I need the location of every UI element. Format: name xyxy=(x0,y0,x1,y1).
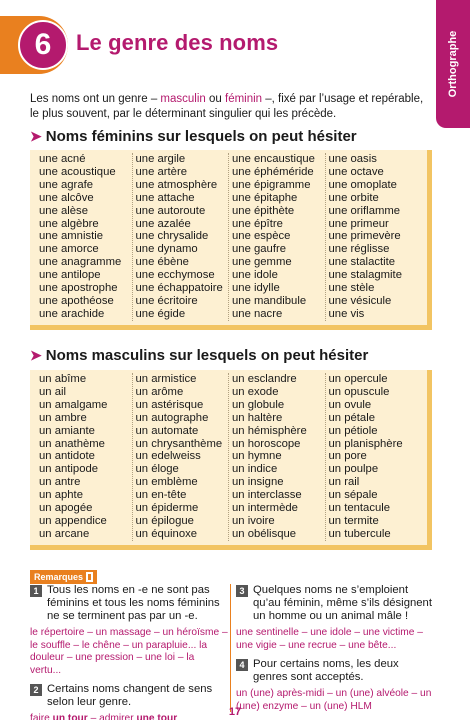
word-item: une mandibule xyxy=(232,294,307,307)
word-item: une épithète xyxy=(232,204,295,217)
feminine-word-box xyxy=(30,150,432,330)
word-item: une orbite xyxy=(328,191,379,204)
feminine-section-title: ➤ Noms féminins sur lesquels on peut hésiter xyxy=(30,128,357,145)
word-item: une dynamo xyxy=(135,243,198,256)
word-item: un opuscule xyxy=(328,385,390,398)
word-item: un obélisque xyxy=(232,527,297,540)
word-item: un automate xyxy=(135,424,199,437)
word-item: un apogée xyxy=(39,502,93,515)
word-item: une idylle xyxy=(232,282,280,295)
word-item: une épître xyxy=(232,217,283,230)
word-item: un pore xyxy=(328,450,367,463)
word-item: un intermède xyxy=(232,502,298,515)
word-item: une nacre xyxy=(232,307,283,320)
remarks-divider xyxy=(230,584,231,712)
word-item: une épigramme xyxy=(232,178,311,191)
remark-example: faire un tour – admirer une tour xyxy=(30,713,178,720)
word-item: une stalagmite xyxy=(328,269,402,282)
word-item: une idole xyxy=(232,269,278,282)
word-item: une atmosphère xyxy=(135,178,218,191)
remark-example: un (une) après-midi – un (une) alvéole – un (une) enzyme – un (une) HLM xyxy=(236,688,432,712)
word-item: une écritoire xyxy=(135,294,198,307)
word-item: un amiante xyxy=(39,424,95,437)
word-column xyxy=(229,153,326,321)
word-item: une espèce xyxy=(232,230,291,243)
word-item: une attache xyxy=(135,191,195,204)
word-item: un termite xyxy=(328,514,379,527)
word-column xyxy=(133,153,230,321)
side-tab-label: Orthographe xyxy=(447,30,459,98)
page-title: Le genre des noms xyxy=(76,30,279,55)
word-item: un indice xyxy=(232,463,278,476)
remark-item: 4 Pour certains noms, les deux genres sont acceptés. xyxy=(236,658,434,684)
word-item: un amalgame xyxy=(39,398,108,411)
word-item: un emblème xyxy=(135,476,198,489)
word-item: un exode xyxy=(232,385,279,398)
word-item: un horoscope xyxy=(232,437,301,450)
word-item: une autoroute xyxy=(135,204,206,217)
page-number: 17 xyxy=(228,706,242,718)
chapter-number: 6 xyxy=(18,20,68,70)
masculine-section-title: ➤ Noms masculins sur lesquels on peut hésiter xyxy=(30,347,369,364)
word-item: une oasis xyxy=(328,153,377,165)
word-item: une chrysalide xyxy=(135,230,209,243)
word-item: une ecchymose xyxy=(135,269,215,282)
word-item: un abîme xyxy=(39,373,87,385)
intro-paragraph: Les noms ont un genre – masculin ou féminin –, fixé par l’usage et repérable, le plus souvent, par le déterminant singulier qui les précède. xyxy=(30,93,424,120)
word-item: un antre xyxy=(39,476,81,489)
word-item: un haltère xyxy=(232,411,283,424)
word-item: un chrysanthème xyxy=(135,437,223,450)
word-column xyxy=(133,373,230,541)
word-item: une omoplate xyxy=(328,178,397,191)
word-item: un ivoire xyxy=(232,514,275,527)
side-tab[interactable] xyxy=(436,0,470,128)
word-item: une encaustique xyxy=(232,153,315,165)
word-item: une échappatoire xyxy=(135,282,223,295)
word-item: un arôme xyxy=(135,385,184,398)
word-item: une apostrophe xyxy=(39,282,118,295)
word-column xyxy=(326,373,422,541)
word-item: un tubercule xyxy=(328,527,391,540)
word-item: un arcane xyxy=(39,527,90,540)
arrow-right-icon: ➤ xyxy=(30,347,42,363)
word-item: une gemme xyxy=(232,256,292,269)
word-item: un tentacule xyxy=(328,502,391,515)
exclamation-icon xyxy=(86,572,93,582)
word-item: une éphéméride xyxy=(232,165,314,178)
word-item: une alèse xyxy=(39,204,88,217)
word-item: une stalactite xyxy=(328,256,396,269)
word-item: une primeur xyxy=(328,217,389,230)
word-item: un sépale xyxy=(328,489,378,502)
word-column xyxy=(229,373,326,541)
word-item: une arachide xyxy=(39,307,105,320)
remarks-right-column xyxy=(236,584,434,713)
word-item: un interclasse xyxy=(232,489,302,502)
word-item: un poulpe xyxy=(328,463,379,476)
word-item: une vésicule xyxy=(328,294,392,307)
word-item: une oriflamme xyxy=(328,204,401,217)
word-item: une antilope xyxy=(39,269,101,282)
word-item: un hémisphère xyxy=(232,424,307,437)
word-item: une algèbre xyxy=(39,217,99,230)
word-item: une épitaphe xyxy=(232,191,298,204)
word-item: une agrafe xyxy=(39,178,94,191)
word-item: une anagramme xyxy=(39,256,122,269)
remark-item: 1 Tous les noms en -e ne sont pas féminins et tous les noms féminins ne se terminent pas par un -e. xyxy=(30,584,228,623)
word-item: un globule xyxy=(232,398,285,411)
remark-example: le répertoire – un massage – un héroïsme – le souffle – le chêne – un parapluie... la douleur – une pression – une loi – la vertu... xyxy=(30,627,228,676)
word-item: une amnistie xyxy=(39,230,104,243)
word-item: un épilogue xyxy=(135,514,194,527)
word-item: une acné xyxy=(39,153,86,165)
word-item: une artère xyxy=(135,165,187,178)
word-item: un planisphère xyxy=(328,437,403,450)
word-item: une réglisse xyxy=(328,243,390,256)
word-item: un ail xyxy=(39,385,67,398)
word-item: un astérisque xyxy=(135,398,204,411)
word-item: un edelweiss xyxy=(135,450,201,463)
word-column xyxy=(36,373,133,541)
word-item: une amorce xyxy=(39,243,99,256)
word-item: un armistice xyxy=(135,373,197,385)
word-item: une alcôve xyxy=(39,191,94,204)
word-column xyxy=(36,153,133,321)
word-item: un opercule xyxy=(328,373,388,385)
masculine-word-box xyxy=(30,370,432,550)
word-item: une azalée xyxy=(135,217,191,230)
word-item: un en-tête xyxy=(135,489,187,502)
word-item: un ambre xyxy=(39,411,87,424)
word-item: un pétiole xyxy=(328,424,378,437)
word-item: une égide xyxy=(135,307,186,320)
word-item: un anathème xyxy=(39,437,105,450)
word-item: un rail xyxy=(328,476,360,489)
arrow-right-icon: ➤ xyxy=(30,128,42,144)
word-item: un pétale xyxy=(328,411,375,424)
word-column xyxy=(326,153,422,321)
word-item: un ovule xyxy=(328,398,372,411)
word-item: un insigne xyxy=(232,476,284,489)
word-item: un antidote xyxy=(39,450,95,463)
remark-item: 3 Quelques noms ne s’emploient qu’au féminin, même s’ils désignent un homme ou un animal mâle ! xyxy=(236,584,434,623)
feminin-highlight: féminin xyxy=(225,93,263,105)
word-item: un antipode xyxy=(39,463,99,476)
word-item: une gaufre xyxy=(232,243,287,256)
word-item: un épiderme xyxy=(135,502,199,515)
remark-item: 2 Certains noms changent de sens selon leur genre. xyxy=(30,683,228,709)
word-item: une octave xyxy=(328,165,384,178)
remarks-label: Remarques xyxy=(30,570,97,584)
masculin-highlight: masculin xyxy=(160,93,206,105)
word-item: une primevère xyxy=(328,230,401,243)
word-item: une acoustique xyxy=(39,165,116,178)
word-item: un éloge xyxy=(135,463,179,476)
remarks-left-column xyxy=(30,584,228,720)
word-item: une argile xyxy=(135,153,186,165)
word-item: une apothéose xyxy=(39,294,114,307)
word-item: un esclandre xyxy=(232,373,297,385)
word-item: un aphte xyxy=(39,489,83,502)
word-item: un hymne xyxy=(232,450,282,463)
word-item: un autographe xyxy=(135,411,209,424)
word-item: un équinoxe xyxy=(135,527,198,540)
word-item: une vis xyxy=(328,307,365,320)
word-item: un appendice xyxy=(39,514,107,527)
word-item: une ébène xyxy=(135,256,189,269)
remark-example: une sentinelle – une idole – une victime – une vigie – une recrue – une bête... xyxy=(236,627,423,651)
word-item: une stèle xyxy=(328,282,375,295)
